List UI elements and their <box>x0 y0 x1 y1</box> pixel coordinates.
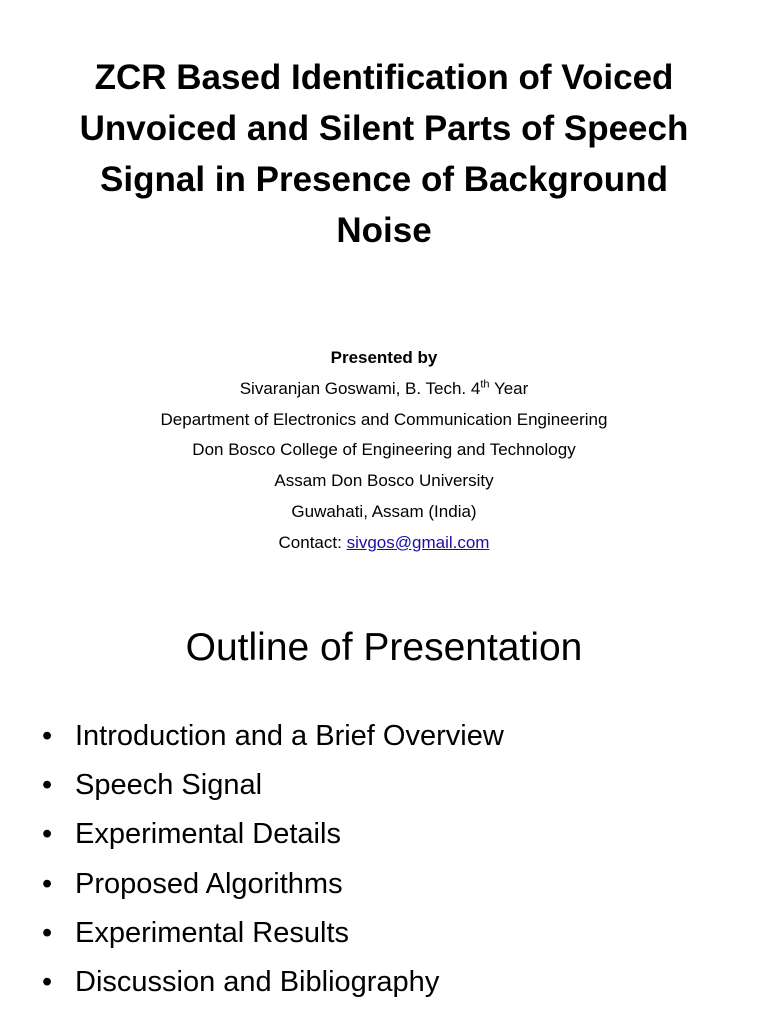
presenter-block <box>40 343 728 559</box>
list-item <box>40 860 504 909</box>
contact-line <box>40 528 728 559</box>
department: Department of Electronics and Communication Engineering <box>160 409 608 429</box>
bullet: • <box>42 720 53 752</box>
bullet: • <box>42 966 53 999</box>
bullet: • <box>42 818 53 851</box>
list-item-text: Introduction and a Brief Overview <box>75 720 504 752</box>
list-item-text: Experimental Details <box>75 818 341 851</box>
list-item <box>40 761 504 810</box>
presentation-title <box>40 52 728 256</box>
list-item <box>40 909 504 958</box>
list-item-text: Proposed Algorithms <box>75 867 343 900</box>
location: Guwahati, Assam (India) <box>291 501 477 521</box>
list-item <box>40 958 504 1007</box>
contact-label: Contact: <box>278 532 347 552</box>
bullet: • <box>42 867 53 900</box>
bullet: • <box>42 769 53 802</box>
title-line: Unvoiced and Silent Parts of Speech <box>79 109 689 148</box>
presenter-name-line <box>40 374 728 405</box>
outline-title: Outline of Presentation <box>185 626 583 669</box>
list-item <box>40 712 504 761</box>
title-line: Noise <box>336 211 432 250</box>
outline-slide <box>0 600 768 1024</box>
list-item-text: Discussion and Bibliography <box>75 966 440 999</box>
contact-email-link[interactable]: sivgos@gmail.com <box>346 532 490 552</box>
outline-list <box>40 712 504 1007</box>
list-item-text: Speech Signal <box>75 769 263 802</box>
bullet: • <box>42 916 53 949</box>
list-item-text: Experimental Results <box>75 916 349 949</box>
university: Assam Don Bosco University <box>274 471 494 491</box>
year-superscript: th <box>480 378 490 391</box>
presenter-name: Sivaranjan Goswami, B. Tech. 4 <box>239 378 481 398</box>
title-line: ZCR Based Identification of Voiced <box>94 58 674 97</box>
college: Don Bosco College of Engineering and Technology <box>192 440 576 460</box>
title-line: Signal in Presence of Background <box>100 160 668 199</box>
presented-by-label: Presented by <box>330 348 438 367</box>
list-item <box>40 810 504 859</box>
year-suffix: Year <box>489 378 529 398</box>
